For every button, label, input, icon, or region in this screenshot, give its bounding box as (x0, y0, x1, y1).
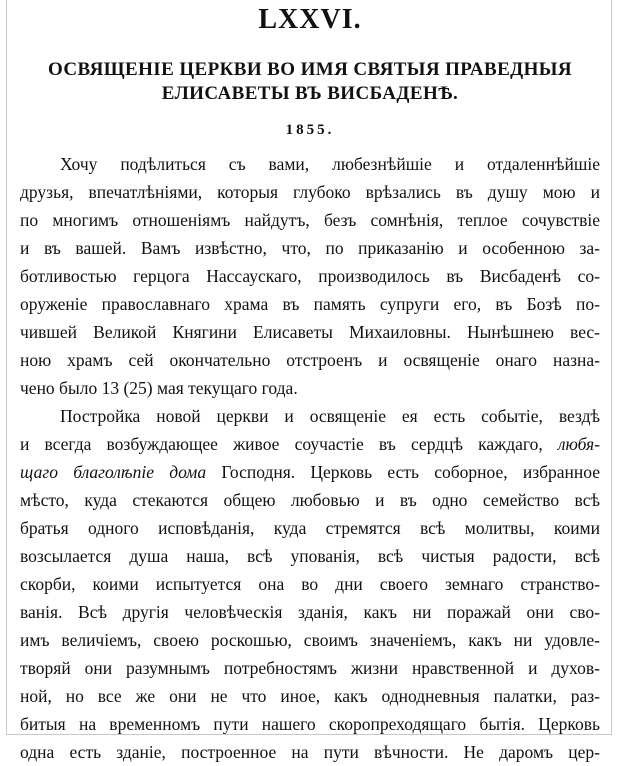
chapter-number: LXXVI. (258, 4, 362, 35)
text-line: ною храмъ сей окончательно отстроенъ и освященіе онаго назна- (20, 350, 600, 370)
text-line: Хочу подѣлиться съ вами, любезнѣйшіе и отдаленнѣйшіе (60, 154, 600, 174)
text-line: возсылается душа наша, всѣ упованія, всѣ чистыя радости, всѣ (20, 546, 600, 566)
title-line-1: ОСВЯЩЕНІЕ ЦЕРКВИ ВО ИМЯ СВЯТЫЯ ПРАВЕДНЫЯ (48, 59, 572, 80)
text-line-mixed (20, 458, 600, 486)
italic-segment: любя- (557, 434, 600, 454)
text-line: чившей Великой Княгини Елисаветы Михаиловны. Нынѣшнею вес- (20, 322, 600, 342)
title-line-2: ЕЛИСАВЕТЫ ВЪ ВИСБАДЕНѢ. (161, 83, 459, 104)
text-line: чено было 13 (25) мая текущаго года. (20, 378, 298, 398)
text-line: мѣсто, куда стекаются общею любовью и въ одно семейство всѣ (20, 490, 600, 510)
text-line: творяй они разумнымъ потребностямъ жизни нравственной и духов- (20, 658, 600, 678)
text-line: битыя на временномъ пути нашего скоропреходящаго бытія. Церковь (20, 714, 600, 734)
text-segment: Господня. Церковь есть соборное, избранное (221, 462, 600, 482)
text-line: Постройка новой церкви и освященіе ея есть событіе, вездѣ (60, 406, 600, 426)
body-text (20, 150, 600, 766)
text-line-mixed (20, 430, 600, 458)
italic-segment: щаго благолѣпіе дома (20, 462, 207, 482)
text-line: и въ вашей. Вамъ извѣстно, что, по приказанію и особенною за- (20, 238, 600, 258)
text-line: ванія. Всѣ другія человѣческія зданія, какъ ни поражай они сво- (20, 602, 600, 622)
text-line: ботливостью герцога Нассаускаго, производилось въ Висбаденѣ со- (20, 266, 600, 286)
text-line: братья одного исповѣданія, куда стремятся всѣ молитвы, коими (20, 518, 600, 538)
text-line: друзья, впечатлѣніями, которыя глубоко врѣзались въ душу мою и (20, 182, 600, 202)
text-line: одна есть зданіе, построенное на пути вѣчности. Не даромъ цер- (20, 742, 600, 762)
text-line: скорби, коими испытуется она во дни своего земнаго странство- (20, 574, 600, 594)
year-heading: 1855. (285, 122, 335, 138)
text-line: оруженіе православнаго храма въ память супруги его, въ Бозѣ по- (20, 294, 600, 314)
text-line: имъ величіемъ, своею роскошью, своимъ значеніемъ, какъ ни удовле- (20, 630, 600, 650)
text-segment: и всегда возбуждающее живое соучастіе въ сердцѣ каждаго, (20, 434, 543, 454)
text-line: ной, но все же они не что иное, какъ однодневныя палатки, раз- (20, 686, 600, 706)
text-line: по многимъ отношеніямъ найдутъ, безъ сомнѣнія, теплое сочувствіе (20, 210, 600, 230)
